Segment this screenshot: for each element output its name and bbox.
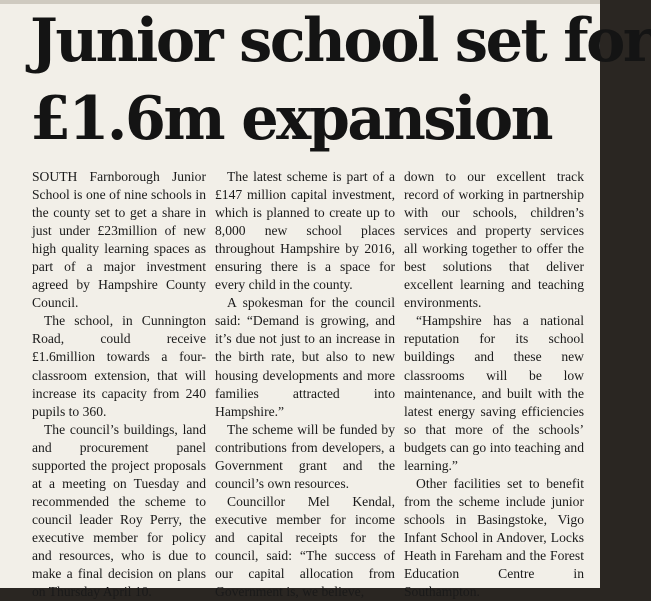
paragraph: down to our excellent track record of working in partnership with our schools, children’s services and property services all working together to offer the best solutions that deliver excellent learning and teaching environments. <box>404 169 584 311</box>
article-column-1 <box>32 168 206 600</box>
paragraph: Other facilities set to benefit from the scheme include junior schools in Basingstoke, Vigo Infant School in Andover, Locks Heath in Fareham and the Forest Education Centre in Southampton. <box>404 475 584 600</box>
paragraph: “Hampshire has a national reputation for its school buildings and these new classrooms will be low maintenance, and built with the latest energy saving efficiencies so that more of the schools’ budgets can go into teaching and learning.” <box>404 313 584 473</box>
article-body <box>32 168 584 600</box>
paragraph: The scheme will be funded by contributions from developers, a Government grant and the council’s own resources. <box>215 421 395 491</box>
headline <box>30 2 651 158</box>
paragraph: The school, in Cunnington Road, could receive £1.6million towards a four-classroom extension, that will increase its capacity from 240 pupils to 360. <box>32 313 206 419</box>
paragraph: SOUTH Farnborough Junior School is one of nine schools in the county set to get a share in just under £23million of new high quality learning spaces as part of a major investment agreed by Hampshire County Council. <box>32 169 206 311</box>
paragraph: The council’s buildings, land and procurement panel supported the project proposals at a meeting on Tuesday and recommended the scheme to council leader Roy Perry, the executive member for policy and resources, who is due to make a final decision on plans on Thursday April 10. <box>32 421 206 600</box>
headline-line-1: Junior school set for <box>30 6 651 76</box>
headline-line-2: £1.6m expansion <box>30 84 551 154</box>
paragraph: A spokesman for the council said: “Demand is growing, and it’s due not just to an increase in the birth rate, but also to new housing developments and more families attracted into Hampshire.” <box>215 295 395 419</box>
paragraph: The latest scheme is part of a £147 million capital investment, which is planned to create up to 8,000 new school places throughout Hampshire by 2016, ensuring there is a space for every child in the county. <box>215 169 395 293</box>
article-column-3 <box>404 168 584 600</box>
paragraph: Councillor Mel Kendal, executive member for income and capital receipts for the council, said: “The success of our capital allocation from Government is, we believe, <box>215 493 395 600</box>
article-column-2 <box>215 168 395 600</box>
